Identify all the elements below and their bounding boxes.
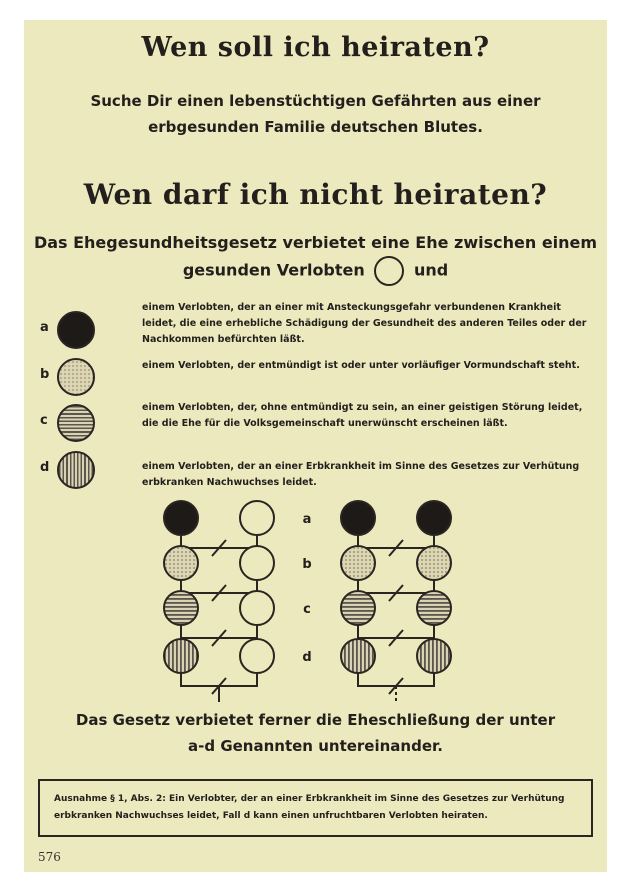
exception-note-text: Ausnahme § 1, Abs. 2: Ein Verlobter, der an einer Erbkrankheit im Sinne des Gesetzes zur Verhütung erbkranken Nachwuchses leidet, Fall d kann einen unfruchtbaren Verlobten heiraten.: [54, 794, 565, 821]
subtitle-line-1: Suche Dir einen lebenstüchtigen Gefährten aus einer: [90, 92, 541, 110]
left-pair-d: [164, 639, 274, 702]
subtitle-line-2: erbgesunden Familie deutschen Blutes.: [148, 118, 483, 136]
item-c-text: einem Verlobten, der, ohne entmündigt zu sein, an einer geistigen Störung leidet, die die Ehe für die Volksgemeinschaft unerwünscht erscheinen läßt.: [142, 402, 583, 429]
right-pair-c: [341, 591, 451, 646]
item-b-text: einem Verlobten, der entmündigt ist oder unter vorläufiger Vormundschaft steht.: [142, 360, 580, 371]
section-heading: Wen darf ich nicht heiraten?: [83, 178, 548, 211]
diagram-label-a: a: [302, 512, 312, 527]
closing-line-1: Das Gesetz verbietet ferner die Eheschließung der unter: [75, 711, 556, 729]
left-pair-c: [164, 591, 274, 646]
item-b-label: b: [40, 367, 50, 382]
diagram-label-b: b: [302, 557, 312, 572]
diagram-label-d: d: [302, 650, 312, 665]
page-title: Wen soll ich heiraten?: [141, 32, 490, 63]
right-pair-d: [341, 639, 451, 704]
document-page: [24, 20, 607, 872]
lead-line-2b: und: [413, 260, 449, 280]
closing-line-2: a-d Genannten untereinander.: [188, 737, 443, 755]
item-d-label: d: [40, 460, 50, 475]
dotted-circle-icon: [57, 358, 95, 396]
subtitle: [24, 88, 607, 140]
lead-line-1: Das Ehegesundheitsgesetz verbietet eine Ehe zwischen einem: [33, 233, 598, 252]
item-d-text: einem Verlobten, der an einer Erbkrankheit im Sinne des Gesetzes zur Verhütung erbkranken Nachwuchses leidet.: [142, 461, 580, 488]
healthy-symbol-icon: [374, 256, 404, 286]
lead-line-2: [24, 256, 607, 286]
vertical-lines-circle-icon: [57, 451, 95, 489]
item-c-label: c: [40, 413, 48, 428]
horizontal-lines-circle-icon: [57, 404, 95, 442]
lead-line-2a: gesunden Verlobten: [182, 260, 365, 280]
exception-note-box: [38, 779, 593, 837]
item-a-text: einem Verlobten, der an einer mit Ansteckungsgefahr verbundenen Krankheit leidet, die eine erhebliche Schädigung der Gesundheit des anderen Teiles oder der Nachkommen befürchten läßt.: [142, 302, 587, 345]
marriage-diagram: [24, 490, 607, 710]
page-number: 576: [38, 850, 61, 864]
diagram-label-c: c: [303, 602, 311, 617]
lead-text: [24, 230, 607, 286]
solid-circle-icon: [57, 311, 95, 349]
closing-text: [24, 707, 607, 759]
item-a-label: a: [40, 320, 49, 335]
